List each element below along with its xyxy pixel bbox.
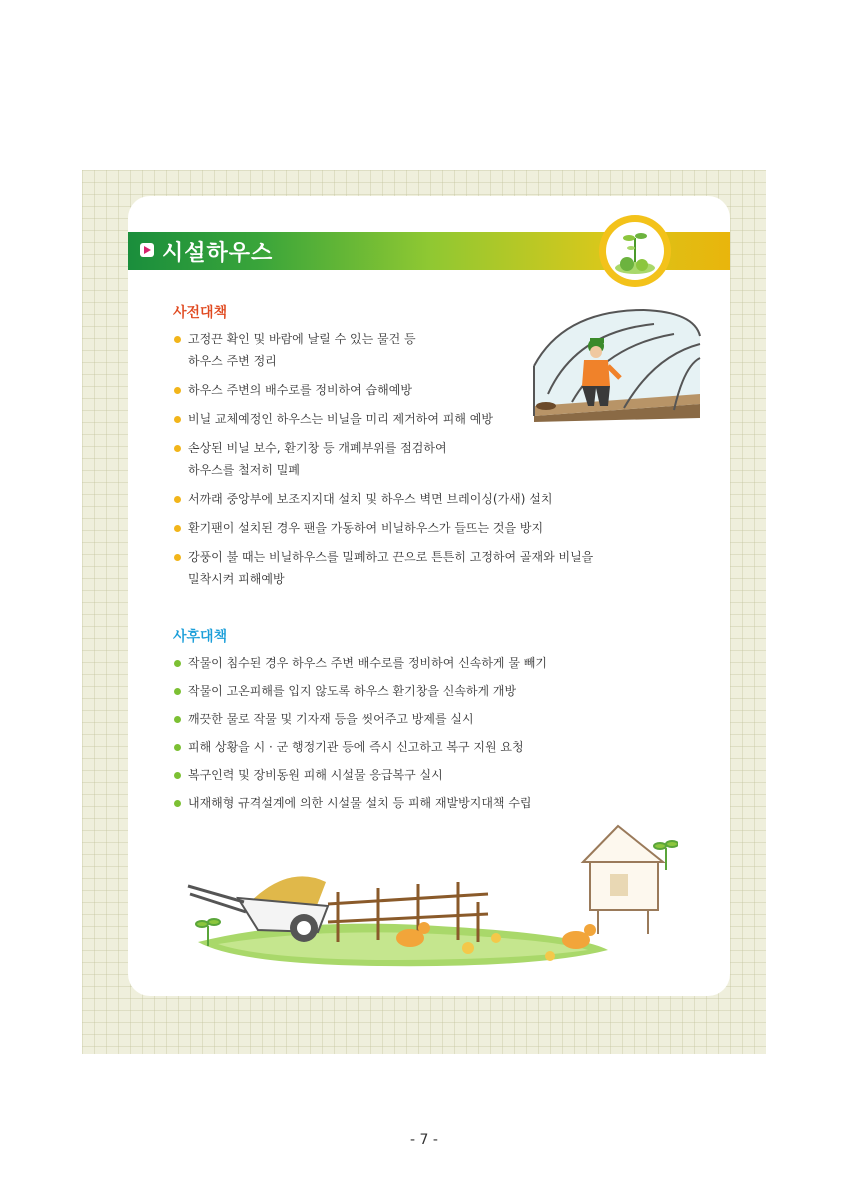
post-measures-title: 사후대책 xyxy=(173,629,228,645)
list-item-text: 내재해형 규격설계에 의한 시설물 설치 등 피해 재발방지대책 수립 xyxy=(188,796,532,810)
pre-measures-list xyxy=(172,328,593,597)
list-item xyxy=(172,517,593,539)
list-item xyxy=(172,652,547,674)
pre-measures-title: 사전대책 xyxy=(173,305,228,321)
list-item xyxy=(172,379,593,401)
list-item xyxy=(172,328,593,372)
list-item-text: 작물이 고온피해를 입지 않도록 하우스 환기창을 신속하게 개방 xyxy=(188,684,517,698)
bullet-dot-icon xyxy=(174,800,181,807)
bullet-dot-icon xyxy=(174,445,181,452)
list-item-text: 손상된 비닐 보수, 환기창 등 개폐부위를 점검하여 하우스를 철저히 밀폐 xyxy=(188,441,447,477)
list-item xyxy=(172,437,593,481)
arrow-right-icon xyxy=(140,243,154,257)
bullet-dot-icon xyxy=(174,744,181,751)
list-item-text: 서까래 중앙부에 보조지지대 설치 및 하우스 벽면 브레이싱(가새) 설치 xyxy=(188,492,553,506)
list-item xyxy=(172,546,593,590)
bullet-dot-icon xyxy=(174,496,181,503)
bullet-dot-icon xyxy=(174,688,181,695)
list-item-text: 환기팬이 설치된 경우 팬을 가동하여 비닐하우스가 들뜨는 것을 방지 xyxy=(188,521,544,535)
post-measures-list xyxy=(172,652,547,820)
list-item-text: 강풍이 불 때는 비닐하우스를 밀폐하고 끈으로 튼튼히 고정하여 골재와 비닐을 밀착시켜 피해예방 xyxy=(188,550,594,586)
sprout-emblem-icon xyxy=(598,214,672,288)
list-item-text: 복구인력 및 장비동원 피해 시설물 응급복구 실시 xyxy=(188,768,443,782)
list-item-text: 하우스 주변의 배수로를 정비하여 습해예방 xyxy=(188,383,412,397)
farm-scene-illustration xyxy=(178,822,678,972)
page-title: 시설하우스 xyxy=(162,241,274,266)
bullet-dot-icon xyxy=(174,716,181,723)
list-item xyxy=(172,680,547,702)
page-number: - 7 - xyxy=(410,1132,438,1148)
list-item xyxy=(172,764,547,786)
list-item xyxy=(172,408,593,430)
list-item xyxy=(172,792,547,814)
list-item-text: 비닐 교체예정인 하우스는 비닐을 미리 제거하여 피해 예방 xyxy=(188,412,493,426)
bullet-dot-icon xyxy=(174,336,181,343)
bullet-dot-icon xyxy=(174,416,181,423)
bullet-dot-icon xyxy=(174,660,181,667)
list-item-text: 피해 상황을 시 · 군 행정기관 등에 즉시 신고하고 복구 지원 요청 xyxy=(188,740,524,754)
bullet-dot-icon xyxy=(174,772,181,779)
bullet-dot-icon xyxy=(174,387,181,394)
list-item xyxy=(172,736,547,758)
bullet-dot-icon xyxy=(174,554,181,561)
bullet-dot-icon xyxy=(174,525,181,532)
list-item-text: 깨끗한 물로 작물 및 기자재 등을 씻어주고 방제를 실시 xyxy=(188,712,474,726)
list-item-text: 작물이 침수된 경우 하우스 주변 배수로를 정비하여 신속하게 물 빼기 xyxy=(188,656,547,670)
list-item xyxy=(172,708,547,730)
list-item xyxy=(172,488,593,510)
list-item-text: 고정끈 확인 및 바람에 날릴 수 있는 물건 등 하우스 주변 정리 xyxy=(188,332,416,368)
